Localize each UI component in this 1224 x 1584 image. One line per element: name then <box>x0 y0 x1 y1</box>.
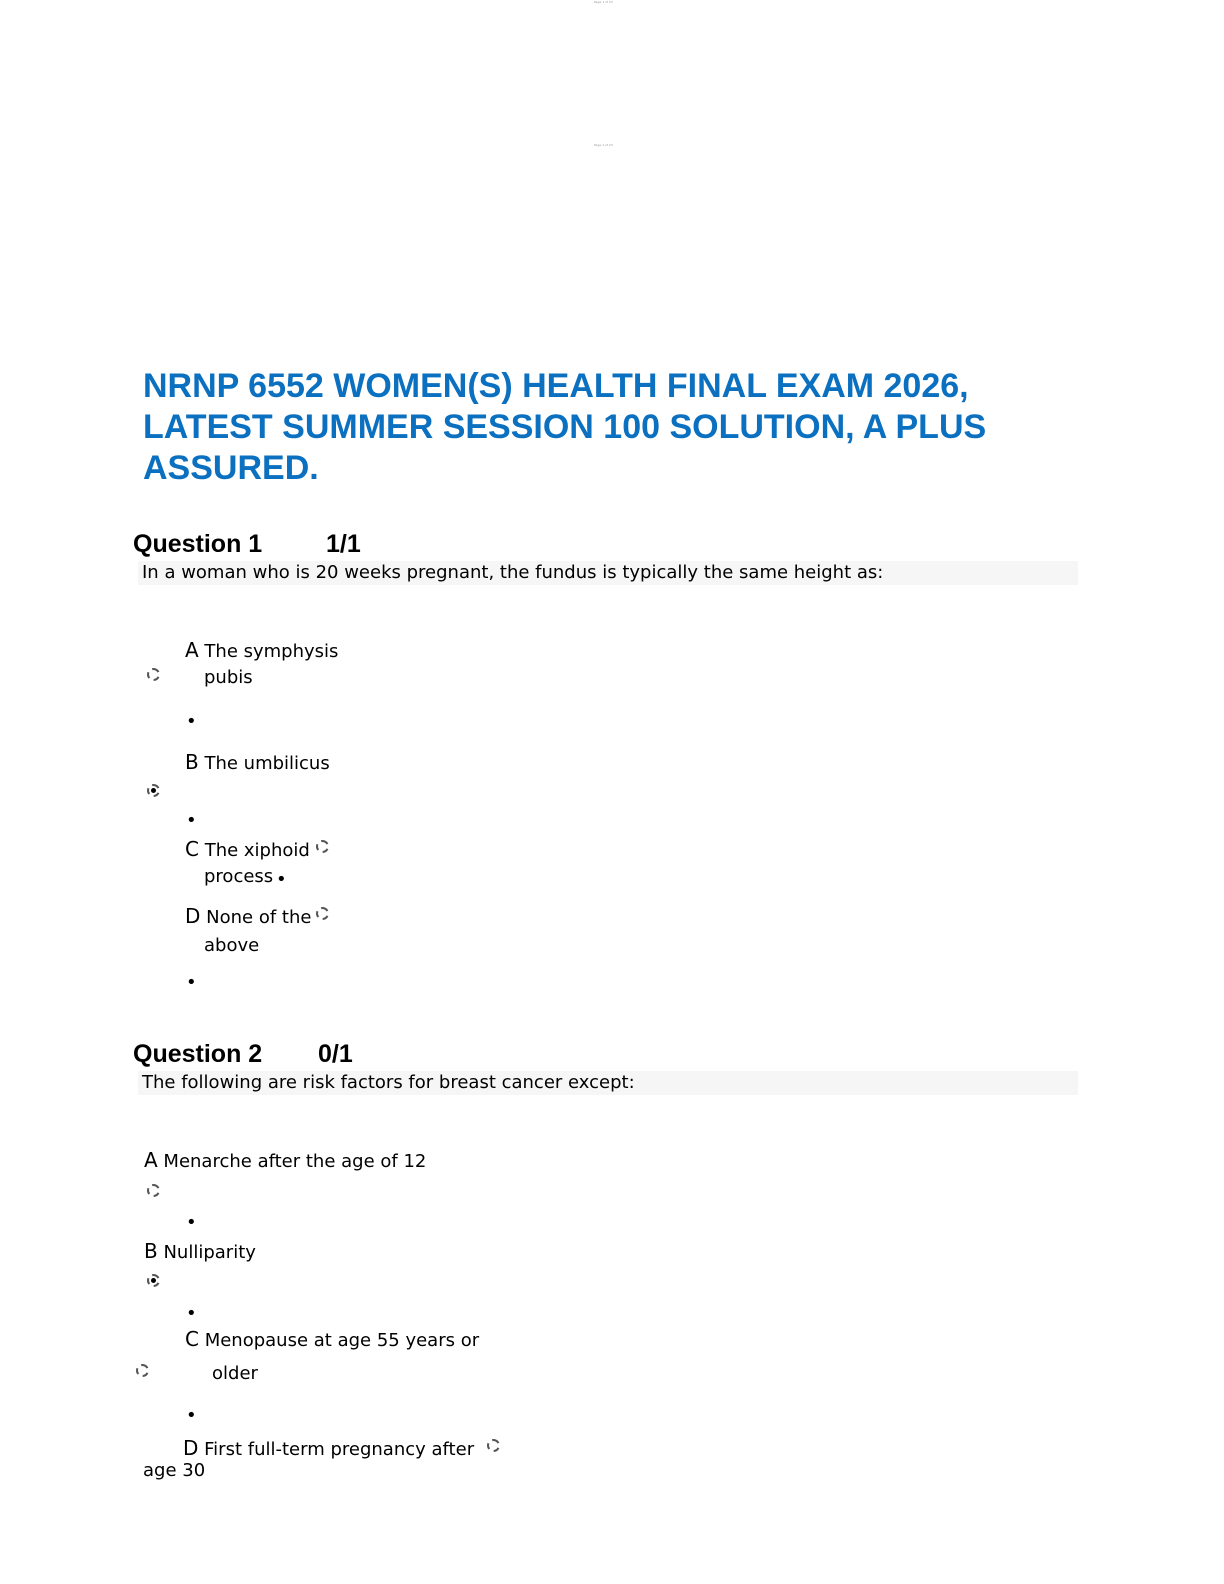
question-1-label: Question 1 <box>133 530 263 558</box>
q1-option-b-radio-selected[interactable] <box>147 784 160 797</box>
q1-option-d-letter: D <box>185 904 201 928</box>
question-2-score: 0/1 <box>318 1040 353 1068</box>
q2-option-c-text-line1: Menopause at age 55 years or <box>204 1330 480 1351</box>
q2-option-a-text-line1: Menarche after the age of 12 <box>163 1151 427 1172</box>
title-line-3: ASSURED. <box>143 449 319 487</box>
q1-option-c-text-line1: The xiphoid <box>204 840 310 861</box>
title-line-2: LATEST SUMMER SESSION 100 SOLUTION, A PLUS <box>143 408 987 446</box>
bullet-icon: • <box>186 810 197 831</box>
bullet-icon: • <box>186 1405 197 1426</box>
q1-option-a-text-line1: The symphysis <box>204 641 339 662</box>
question-2-label: Question 2 <box>133 1040 263 1068</box>
q1-option-a-text-line2: pubis <box>204 667 253 688</box>
q1-option-c-text-line2: process <box>204 866 274 887</box>
q1-option-d-text-line2: above <box>204 935 260 956</box>
q1-option-c-radio[interactable] <box>316 840 329 853</box>
q2-option-c-letter: C <box>185 1327 199 1351</box>
q2-option-a-letter: A <box>144 1148 158 1172</box>
q2-option-c-radio[interactable] <box>136 1364 149 1377</box>
q1-option-a-radio[interactable] <box>147 668 160 681</box>
bullet-icon: • <box>186 1212 197 1233</box>
page-header-mark: Page 1 of 23 <box>594 0 613 4</box>
bullet-icon: • <box>186 711 197 732</box>
title-line-1: NRNP 6552 WOMEN(S) HEALTH FINAL EXAM 2026, <box>143 367 969 405</box>
q2-option-d-letter: D <box>183 1436 199 1460</box>
q2-option-d[interactable] <box>183 1434 474 1464</box>
q1-option-d-text-line1: None of the <box>206 907 312 928</box>
page-header-mark-2: Page 1 of 23 <box>594 143 613 147</box>
q2-option-a-radio[interactable] <box>147 1184 160 1197</box>
q1-option-a[interactable] <box>185 636 338 666</box>
q1-option-d[interactable] <box>185 902 311 932</box>
question-1-score: 1/1 <box>326 530 361 558</box>
q2-option-b[interactable] <box>144 1237 256 1267</box>
q1-option-c[interactable] <box>185 835 310 865</box>
q2-option-d-text-line2: age 30 <box>143 1460 206 1481</box>
bullet-icon: • <box>276 869 287 890</box>
q1-option-c-letter: C <box>185 837 199 861</box>
q2-option-c-text-line2: older <box>212 1363 258 1384</box>
bullet-icon: • <box>186 972 197 993</box>
question-1-text: In a woman who is 20 weeks pregnant, the fundus is typically the same height as: <box>138 561 1078 585</box>
q1-option-b[interactable] <box>185 748 330 778</box>
q2-option-b-radio-selected[interactable] <box>147 1274 160 1287</box>
q2-option-d-radio[interactable] <box>487 1439 500 1452</box>
q1-option-b-letter: B <box>185 750 199 774</box>
q1-option-b-text-line1: The umbilicus <box>204 753 330 774</box>
q2-option-c[interactable] <box>185 1325 479 1355</box>
q2-option-b-letter: B <box>144 1239 158 1263</box>
q1-option-d-radio[interactable] <box>316 907 329 920</box>
bullet-icon: • <box>186 1303 197 1324</box>
question-2-text: The following are risk factors for breast cancer except: <box>138 1071 1078 1095</box>
q2-option-a[interactable] <box>144 1146 426 1176</box>
document-title <box>143 366 1103 489</box>
q2-option-b-text-line1: Nulliparity <box>163 1242 256 1263</box>
q1-option-a-letter: A <box>185 638 199 662</box>
q2-option-d-text-line1: First full-term pregnancy after <box>204 1439 475 1460</box>
